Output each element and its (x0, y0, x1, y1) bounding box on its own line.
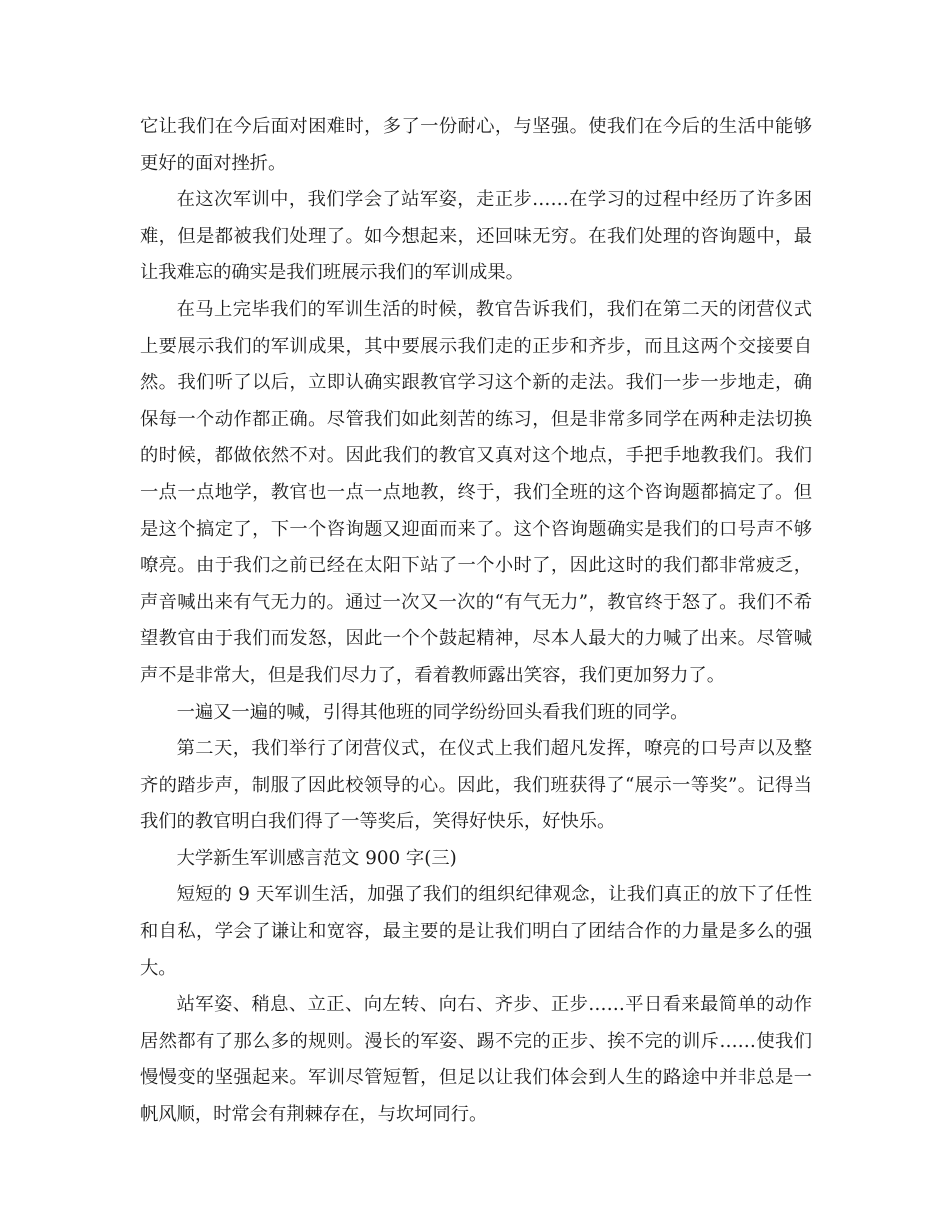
paragraph-3: 在马上完毕我们的军训生活的时候，教官告诉我们，我们在第二天的闭营仪式上要展示我们的军训成果，其中要展示我们走的正步和齐步，而且这两个交接要自然。我们听了以后，立即认确实跟教官学习这个新的走法。我们一步一步地走，确保每一个动作都正确。尽管我们如此刻苦的练习，但是非常多同学在两种走法切换的时候，都做依然不对。因此我们的教官又真对这个地点，手把手地教我们。我们一点一点地学，教官也一点一点地教，终于，我们全班的这个咨询题都搞定了。但是这个搞定了，下一个咨询题又迎面而来了。这个咨询题确实是我们的口号声不够嘹亮。由于我们之前已经在太阳下站了一个小时了，因此这时的我们都非常疲乏，声音喊出来有气无力的。通过一次又一次的“有气无力”，教官终于怒了。我们不希望教官由于我们而发怒，因此一个个鼓起精神，尽本人最大的力喊了出来。尽管喊声不是非常大，但是我们尽力了，看着教师露出笑容，我们更加努力了。 (140, 298, 812, 686)
paragraph-5: 第二天，我们举行了闭营仪式，在仪式上我们超凡发挥，嘹亮的口号声以及整齐的踏步声，制服了因此校领导的心。因此，我们班获得了“展示一等奖”。记得当我们的教官明白我们得了一等奖后，笑得好快乐，好快乐。 (140, 738, 812, 833)
paragraph-4: 一遍又一遍的喊，引得其他班的同学纷纷回头看我们班的同学。 (176, 701, 689, 723)
section-heading: 大学新生军训感言范文 900 字(三) (176, 847, 457, 869)
paragraph-2: 在这次军训中，我们学会了站军姿，走正步……在学习的过程中经历了许多困难，但是都被我们处理了。如今想起来，还回味无穷。在我们处理的咨询题中，最让我难忘的确实是我们班展示我们的军训成果。 (140, 189, 812, 284)
document-page (140, 109, 812, 1134)
paragraph-6: 短短的 9 天军训生活，加强了我们的组织纪律观念，让我们真正的放下了任性和自私，学会了谦让和宽容，最主要的是让我们明白了团结合作的力量是多么的强大。 (140, 884, 812, 979)
paragraph-7: 站军姿、稍息、立正、向左转、向右、齐步、正步……平日看来最简单的动作居然都有了那么多的规则。漫长的军姿、踢不完的正步、挨不完的训斥……使我们慢慢变的坚强起来。军训尽管短暂，但足以让我们体会到人生的路途中并非总是一帆风顺，时常会有荆棘存在，与坎坷同行。 (140, 994, 812, 1126)
paragraph-1: 它让我们在今后面对困难时，多了一份耐心，与坚强。使我们在今后的生活中能够更好的面对挫折。 (140, 116, 812, 174)
